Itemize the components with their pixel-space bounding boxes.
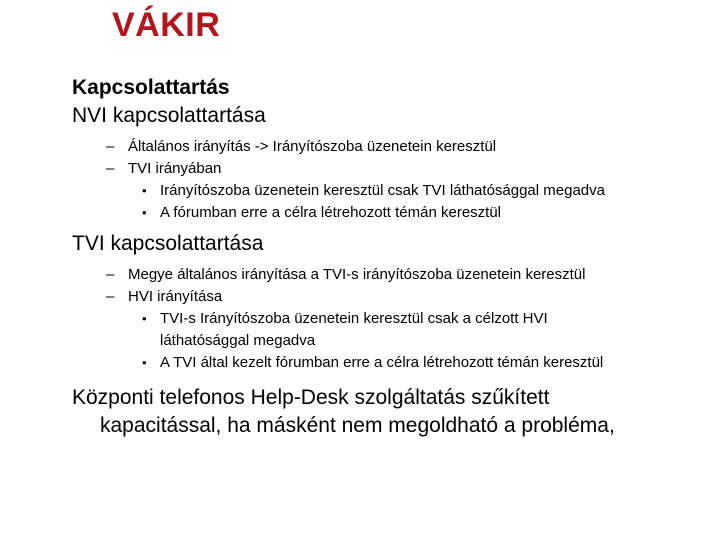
list-item-text: A TVI által kezelt fórumban erre a célra létrehozott témán keresztül bbox=[160, 354, 604, 371]
slide-title: VÁKIR bbox=[112, 6, 221, 44]
dash-marker: – bbox=[106, 288, 115, 305]
heading-kapcsolattartas: Kapcsolattartás bbox=[72, 76, 230, 99]
list-item bbox=[72, 158, 712, 180]
heading-tvi: TVI kapcsolattartása bbox=[72, 232, 264, 255]
heading-nvi: NVI kapcsolattartása bbox=[72, 104, 266, 127]
list-item bbox=[72, 202, 712, 224]
list-item-text: Irányítószoba üzenetein keresztül csak TVI láthatósággal megadva bbox=[160, 182, 605, 199]
list-item-text: HVI irányítása bbox=[128, 288, 223, 305]
list-item-text: TVI irányában bbox=[128, 160, 222, 177]
heading-kozponti: Központi telefonos Help-Desk szolgáltatás szűkített kapacitással, ha másként nem megoldható a probléma, bbox=[72, 386, 615, 437]
list-item bbox=[72, 264, 712, 286]
dash-marker: – bbox=[106, 138, 115, 155]
dash-marker: – bbox=[106, 266, 115, 283]
list-item-text: Általános irányítás -> Irányítószoba üzenetein keresztül bbox=[128, 138, 497, 155]
bullet-icon: • bbox=[142, 355, 147, 370]
list-item bbox=[72, 352, 640, 374]
list-item bbox=[72, 286, 712, 308]
bullet-icon: • bbox=[142, 205, 147, 220]
bullet-icon: • bbox=[142, 183, 147, 198]
list-item bbox=[72, 180, 712, 202]
list-item-text: A fórumban erre a célra létrehozott témán keresztül bbox=[160, 204, 502, 221]
slide-content bbox=[72, 74, 712, 440]
list-item-text: Megye általános irányítása a TVI-s irányítószoba üzenetein keresztül bbox=[128, 266, 586, 283]
list-item bbox=[72, 308, 640, 352]
bullet-icon: • bbox=[142, 311, 147, 326]
list-item bbox=[72, 136, 712, 158]
dash-marker: – bbox=[106, 160, 115, 177]
list-item-text: TVI-s Irányítószoba üzenetein keresztül csak a célzott HVI láthatósággal megadva bbox=[160, 310, 548, 349]
